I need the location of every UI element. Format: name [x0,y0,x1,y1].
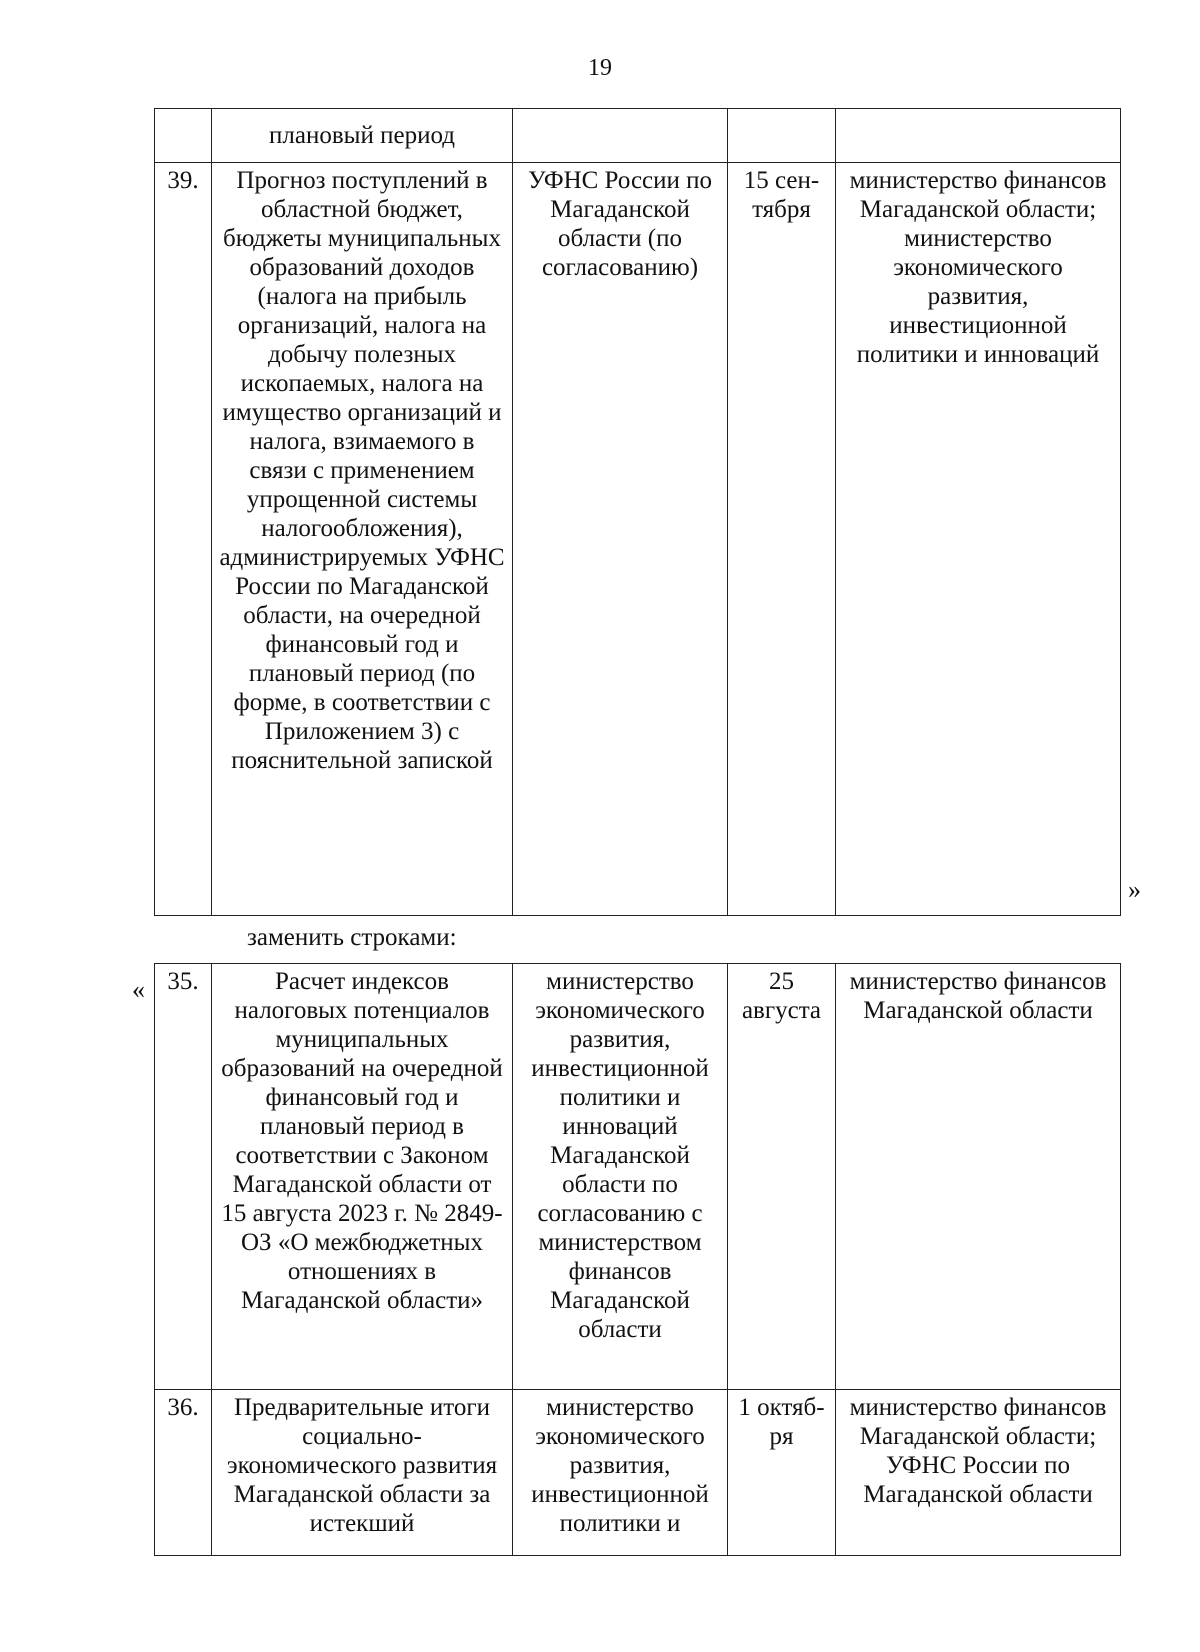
cell-deadline: 15 сен-тября [728,163,836,916]
cell-description: Предварительные итоги социально-экономического развития Магаданской области за истекший [212,1390,513,1556]
table-row [155,1390,1121,1556]
cell-description: плановый период [212,109,513,163]
cell-recipient: министерство финансов Магаданской области [836,964,1121,1390]
cell-number: 36. [155,1390,212,1556]
cell-description: Расчет индексов налоговых потенциалов муниципальных образований на очередной финансовый год и плановый период в соответствии с Законом Магаданской области от 15 августа 2023 г. № 2849-ОЗ «О межбюджетных отношениях в Магаданской области» [212,964,513,1390]
cell-recipient [836,109,1121,163]
closing-quote: » [1128,875,1141,904]
cell-number: 35. [155,964,212,1390]
cell-recipient: министерство финансов Магаданской области; министерство экономического развития, инвестиционной политики и инноваций [836,163,1121,916]
cell-responsible: министерство экономического развития, инвестиционной политики и [513,1390,728,1556]
replacement-instruction: заменить строками: [247,924,457,951]
table-row [155,109,1121,163]
cell-number [155,109,212,163]
plan-table-bottom [154,963,1121,1556]
cell-deadline [728,109,836,163]
page-number: 19 [588,55,612,81]
cell-deadline: 1 октяб-ря [728,1390,836,1556]
cell-description: Прогноз поступлений в областной бюджет, бюджеты муниципальных образований доходов (налога на прибыль организаций, налога на добычу полезных ископаемых, налога на имущество организаций и налога, взимаемого в связи с применением упрощенной системы налогообложения), администрируемых УФНС России по Магаданской области, на очередной финансовый год и плановый период (по форме, в соответствии с Приложением 3) с пояснительной запиской [212,163,513,916]
opening-quote: « [132,975,145,1004]
cell-deadline: 25 августа [728,964,836,1390]
cell-responsible: УФНС России по Магаданской области (по согласованию) [513,163,728,916]
table-row [155,163,1121,916]
cell-recipient: министерство финансов Магаданской области; УФНС России по Магаданской области [836,1390,1121,1556]
table-row [155,964,1121,1390]
cell-number: 39. [155,163,212,916]
cell-responsible: министерство экономического развития, инвестиционной политики и инноваций Магаданской области по согласованию с министерством финансов Магаданской области [513,964,728,1390]
cell-responsible [513,109,728,163]
plan-table-top [154,108,1121,916]
